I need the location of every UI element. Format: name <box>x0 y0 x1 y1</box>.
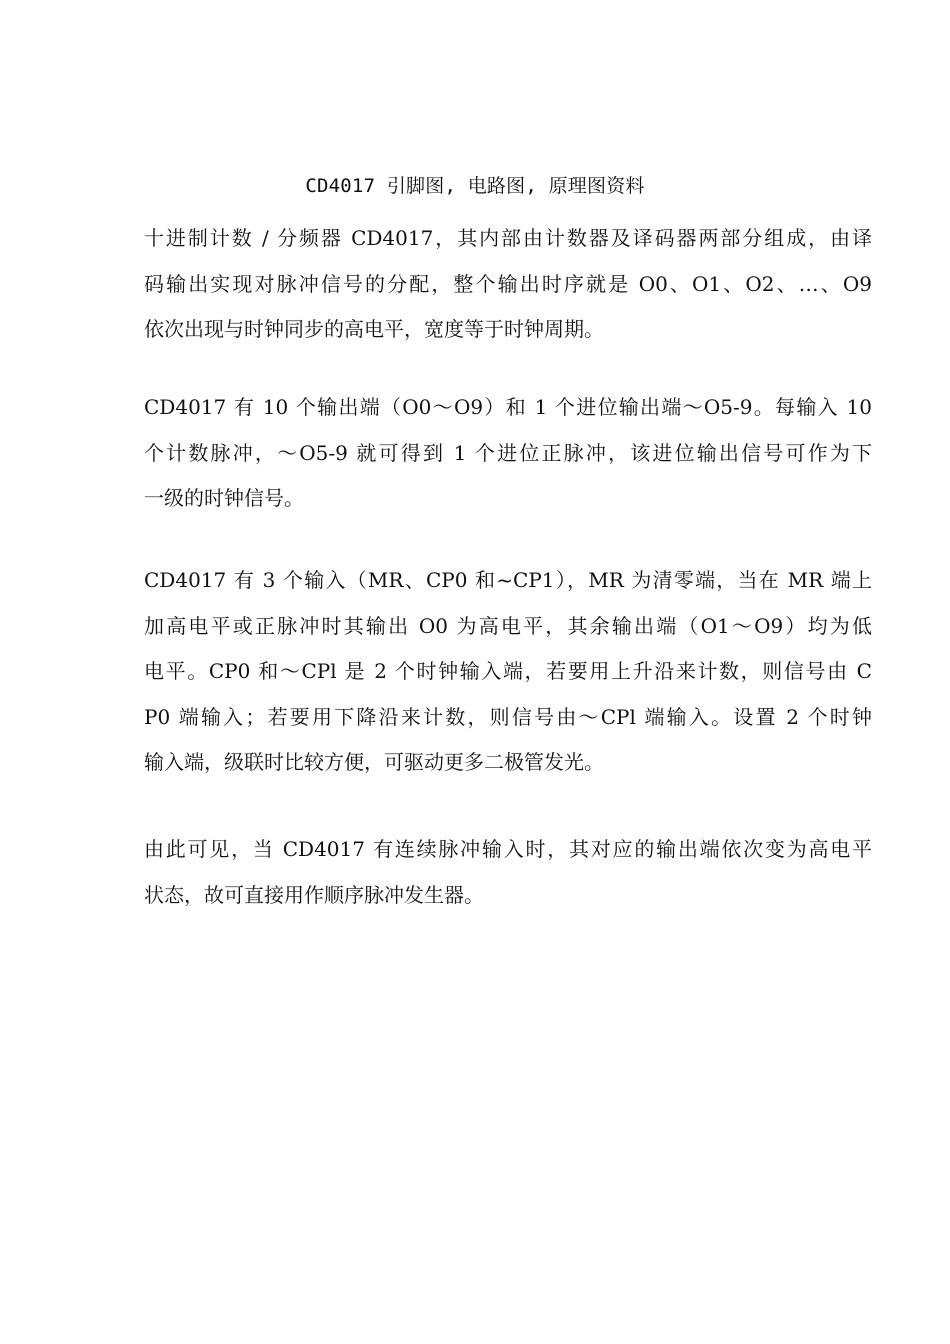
paragraph-line: 十进制计数 / 分频器 CD4017，其内部由计数器及译码器两部分组成，由译 <box>144 226 872 250</box>
paragraph-conclusion <box>144 827 872 918</box>
paragraph-line: 一级的时钟信号。 <box>144 486 304 510</box>
paragraph-intro <box>144 216 872 353</box>
paragraph-line: 输入端，级联时比较方便，可驱动更多二极管发光。 <box>144 750 604 774</box>
document-title: CD4017 引脚图, 电路图, 原理图资料 <box>305 175 645 197</box>
paragraph-outputs <box>144 385 872 522</box>
paragraph-line: CD4017 有 10 个输出端（O0～O9）和 1 个进位输出端～O5-9。每输入 10 <box>144 395 872 419</box>
paragraph-inputs <box>144 558 872 786</box>
paragraph-line: 依次出现与时钟同步的高电平，宽度等于时钟周期。 <box>144 317 604 341</box>
paragraph-line: CD4017 有 3 个输入（MR、CP0 和~CP1），MR 为清零端，当在 MR 端上 <box>144 568 872 592</box>
paragraph-line: 状态，故可直接用作顺序脉冲发生器。 <box>144 882 484 907</box>
paragraph-line: 码输出实现对脉冲信号的分配，整个输出时序就是 O0、O1、O2、…、O9 <box>144 271 872 296</box>
paragraph-line: 加高电平或正脉冲时其输出 O0 为高电平，其余输出端（O1～O9）均为低 <box>144 613 872 638</box>
paragraph-line: 个计数脉冲，～O5-9 就可得到 1 个进位正脉冲，该进位输出信号可作为下 <box>144 440 872 465</box>
paragraph-line: 电平。CP0 和～CPl 是 2 个时钟输入端，若要用上升沿来计数，则信号由 C <box>144 659 872 683</box>
paragraph-line: 由此可见，当 CD4017 有连续脉冲输入时，其对应的输出端依次变为高电平 <box>144 837 872 861</box>
paragraph-line: P0 端输入；若要用下降沿来计数，则信号由～CPl 端输入。设置 2 个时钟 <box>144 704 872 729</box>
